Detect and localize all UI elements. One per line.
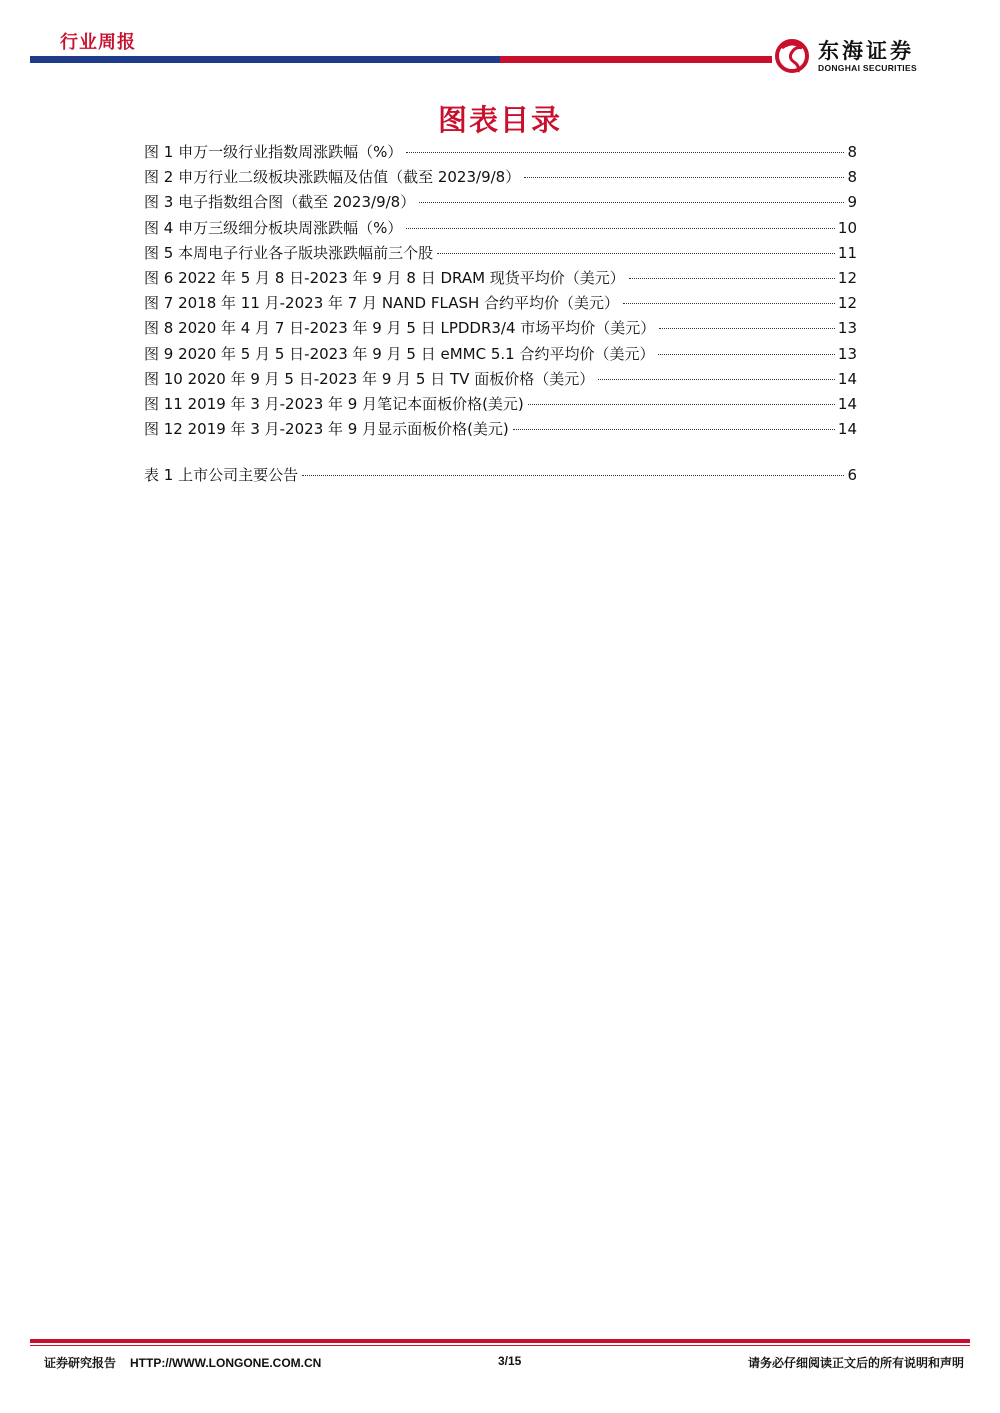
dot-leader <box>528 403 835 405</box>
dot-leader <box>659 327 835 329</box>
dot-leader <box>598 378 835 380</box>
header-bar-blue <box>30 56 500 63</box>
table-entry-label[interactable]: 表 1 上市公司主要公告 <box>144 466 299 485</box>
figure-entry[interactable] <box>144 418 857 443</box>
figure-entry-page[interactable]: 8 <box>847 143 857 161</box>
figure-entry-label[interactable]: 图 12 2019 年 3 月-2023 年 9 月显示面板价格(美元) <box>144 420 509 439</box>
footer-report-label: 证券研究报告 <box>44 1356 117 1370</box>
dot-leader <box>406 151 844 153</box>
figure-entry-label[interactable]: 图 4 申万三级细分板块周涨跌幅（%） <box>144 218 403 237</box>
figure-entry[interactable] <box>144 368 857 393</box>
figure-entry[interactable] <box>144 242 857 267</box>
footer-url-link[interactable]: HTTP://WWW.LONGONE.COM.CN <box>130 1356 322 1370</box>
table-entry[interactable] <box>144 464 857 489</box>
figure-entry[interactable] <box>144 317 857 342</box>
figure-entry-page[interactable]: 14 <box>837 369 857 388</box>
page-number: 3/15 <box>498 1354 522 1368</box>
dot-leader <box>437 252 835 254</box>
figure-entry-page[interactable]: 13 <box>837 344 857 363</box>
toc-title: 图表目录 <box>437 103 562 137</box>
figure-entry-page[interactable]: 10 <box>837 218 857 237</box>
figure-entry-page[interactable]: 13 <box>837 319 857 338</box>
figure-entry-page[interactable]: 14 <box>837 394 857 413</box>
figure-entry-label[interactable]: 图 6 2022 年 5 月 8 日-2023 年 9 月 8 日 DRAM 现货平均价（美元） <box>144 268 625 287</box>
figure-entry[interactable] <box>144 191 857 216</box>
toc-spacer <box>144 443 857 464</box>
dot-leader <box>513 428 835 430</box>
footer-rule <box>30 1339 970 1343</box>
dot-leader <box>658 353 834 355</box>
figure-entry-page[interactable]: 14 <box>837 420 857 439</box>
figure-entry[interactable] <box>144 292 857 317</box>
dot-leader <box>623 302 835 304</box>
figure-entry[interactable] <box>144 166 857 191</box>
logo-chinese-name: 东海证券 <box>818 38 914 63</box>
figure-entry-label[interactable]: 图 3 电子指数组合图（截至 2023/9/8） <box>144 193 416 212</box>
dot-leader <box>629 277 835 279</box>
figure-entry[interactable] <box>144 393 857 418</box>
report-type-label: 行业周报 <box>60 32 136 53</box>
figure-entry[interactable] <box>144 141 857 166</box>
figure-entry[interactable] <box>144 267 857 292</box>
dot-leader <box>524 176 844 178</box>
figure-entry-label[interactable]: 图 8 2020 年 4 月 7 日-2023 年 9 月 5 日 LPDDR3/4 市场平均价（美元） <box>144 319 656 338</box>
figure-entry-page[interactable]: 8 <box>847 168 857 187</box>
dot-leader <box>302 474 844 476</box>
figure-entry-label[interactable]: 图 1 申万一级行业指数周涨跌幅（%） <box>144 143 403 161</box>
logo-english-name: DONGHAI SECURITIES <box>818 63 917 73</box>
footer-rule-thin <box>30 1345 970 1346</box>
figure-entry-label[interactable]: 图 7 2018 年 11 月-2023 年 7 月 NAND FLASH 合约平均价（美元） <box>144 294 620 313</box>
figure-entry-page[interactable]: 9 <box>847 193 857 212</box>
figure-entry-label[interactable]: 图 2 申万行业二级板块涨跌幅及估值（截至 2023/9/8） <box>144 168 521 187</box>
figure-entry-page[interactable]: 11 <box>837 243 857 262</box>
table-of-contents <box>144 141 857 489</box>
table-list <box>144 464 857 489</box>
figure-entry-label[interactable]: 图 11 2019 年 3 月-2023 年 9 月笔记本面板价格(美元) <box>144 394 524 413</box>
page-footer <box>44 1354 964 1372</box>
figure-entry-label[interactable]: 图 9 2020 年 5 月 5 日-2023 年 9 月 5 日 eMMC 5.1 合约平均价（美元） <box>144 344 655 363</box>
figure-list <box>144 141 857 443</box>
figure-entry-page[interactable]: 12 <box>837 294 857 313</box>
dragon-logo-icon <box>772 36 812 76</box>
figure-entry-page[interactable]: 12 <box>837 268 857 287</box>
figure-entry[interactable] <box>144 343 857 368</box>
footer-disclaimer: 请务必仔细阅读正文后的所有说明和声明 <box>747 1356 964 1370</box>
dot-leader <box>406 227 835 229</box>
dot-leader <box>419 201 844 203</box>
figure-entry-label[interactable]: 图 5 本周电子行业各子版块涨跌幅前三个股 <box>144 243 434 262</box>
table-entry-page[interactable]: 6 <box>847 466 857 485</box>
figure-entry-label[interactable]: 图 10 2020 年 9 月 5 日-2023 年 9 月 5 日 TV 面板价格（美元） <box>144 369 595 388</box>
company-logo <box>772 33 972 79</box>
figure-entry[interactable] <box>144 217 857 242</box>
